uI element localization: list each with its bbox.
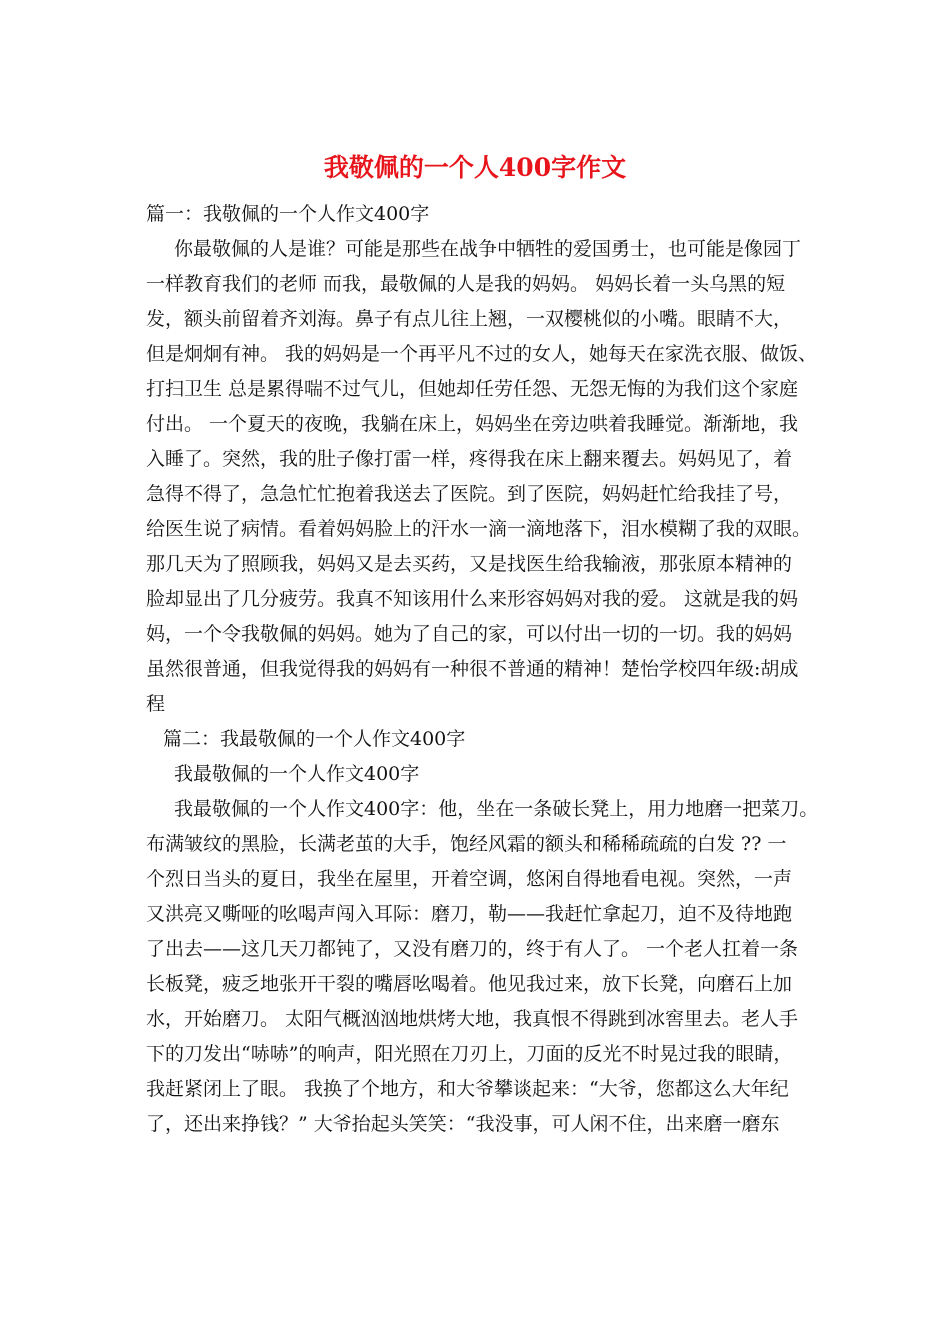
paragraph-line: 我赶紧闭上了眼。 我换了个地方，和大爷攀谈起来：“大爷，您都这么大年纪 <box>146 1078 789 1100</box>
paragraph-line: 水，开始磨刀。 太阳气概汹汹地烘烤大地，我真恨不得跳到冰窖里去。老人手 <box>146 1008 799 1030</box>
paragraph-line: 布满皱纹的黑脸，长满老茧的大手，饱经风霜的额头和稀稀疏疏的白发 ?? 一 <box>146 833 787 855</box>
paragraph-line: 又洪亮又嘶哑的吆喝声闯入耳际：磨刀，勒——我赶忙拿起刀，迫不及待地跑 <box>146 903 793 925</box>
paragraph-line: 个烈日当头的夏日，我坐在屋里，开着空调，悠闲自得地看电视。突然，一声 <box>146 868 793 890</box>
section-heading-1: 篇一：我敬佩的一个人作文400字 <box>146 203 430 225</box>
paragraph-line: 那几天为了照顾我，妈妈又是去买药，又是找医生给我输液，那张原本精神的 <box>146 553 793 575</box>
paragraph-line: 但是炯炯有神。 我的妈妈是一个再平凡不过的女人，她每天在家洗衣服、做饭、 <box>146 343 818 365</box>
paragraph-line: 急得不得了，急急忙忙抱着我送去了医院。到了医院，妈妈赶忙给我挂了号， <box>146 483 793 505</box>
paragraph-line: 给医生说了病情。看着妈妈脸上的汗水一滴一滴地落下，泪水模糊了我的双眼。 <box>146 518 812 540</box>
paragraph-line: 你最敬佩的人是谁？可能是那些在战争中牺牲的爱国勇士，也可能是像园丁 <box>174 238 802 260</box>
paragraph-line: 付出。 一个夏天的夜晚，我躺在床上，妈妈坐在旁边哄着我睡觉。渐渐地，我 <box>146 413 799 435</box>
subheading: 我最敬佩的一个人作文400字 <box>174 763 420 785</box>
paragraph-line: 发，额头前留着齐刘海。鼻子有点儿往上翘，一双樱桃似的小嘴。眼睛不大， <box>146 308 793 330</box>
paragraph-line: 我最敬佩的一个人作文400字：他，坐在一条破长凳上，用力地磨一把菜刀。 <box>174 798 819 820</box>
paragraph-line: 打扫卫生 总是累得喘不过气儿，但她却任劳任怨、无怨无悔的为我们这个家庭 <box>146 378 799 400</box>
paragraph-line: 一样教育我们的老师 而我，最敬佩的人是我的妈妈。 妈妈长着一头乌黑的短 <box>146 273 786 295</box>
paragraph-line: 了出去——这几天刀都钝了，又没有磨刀的，终于有人了。 一个老人扛着一条 <box>146 938 799 960</box>
paragraph-line: 妈，一个令我敬佩的妈妈。她为了自己的家，可以付出一切的一切。我的妈妈 <box>146 623 793 645</box>
paragraph-line: 了，还出来挣钱？” 大爷抬起头笑笑：“我没事，可人闲不住，出来磨一磨东 <box>146 1113 780 1135</box>
paragraph-line: 程 <box>146 693 166 715</box>
document-title: 我敬佩的一个人400字作文 <box>323 153 627 182</box>
paragraph-line: 虽然很普通，但我觉得我的妈妈有一种很不普通的精神！楚怡学校四年级:胡成 <box>146 658 799 680</box>
paragraph-line: 入睡了。突然，我的肚子像打雷一样，疼得我在床上翻来覆去。妈妈见了，着 <box>146 448 793 470</box>
paragraph-line: 下的刀发出“哧哧”的响声，阳光照在刀刃上，刀面的反光不时晃过我的眼睛， <box>146 1043 793 1065</box>
paragraph-line: 长板凳，疲乏地张开干裂的嘴唇吆喝着。他见我过来，放下长凳，向磨石上加 <box>146 973 793 995</box>
section-heading-2: 篇二：我最敬佩的一个人作文400字 <box>163 728 466 750</box>
paragraph-line: 脸却显出了几分疲劳。我真不知该用什么来形容妈妈对我的爱。 这就是我的妈 <box>146 588 799 610</box>
